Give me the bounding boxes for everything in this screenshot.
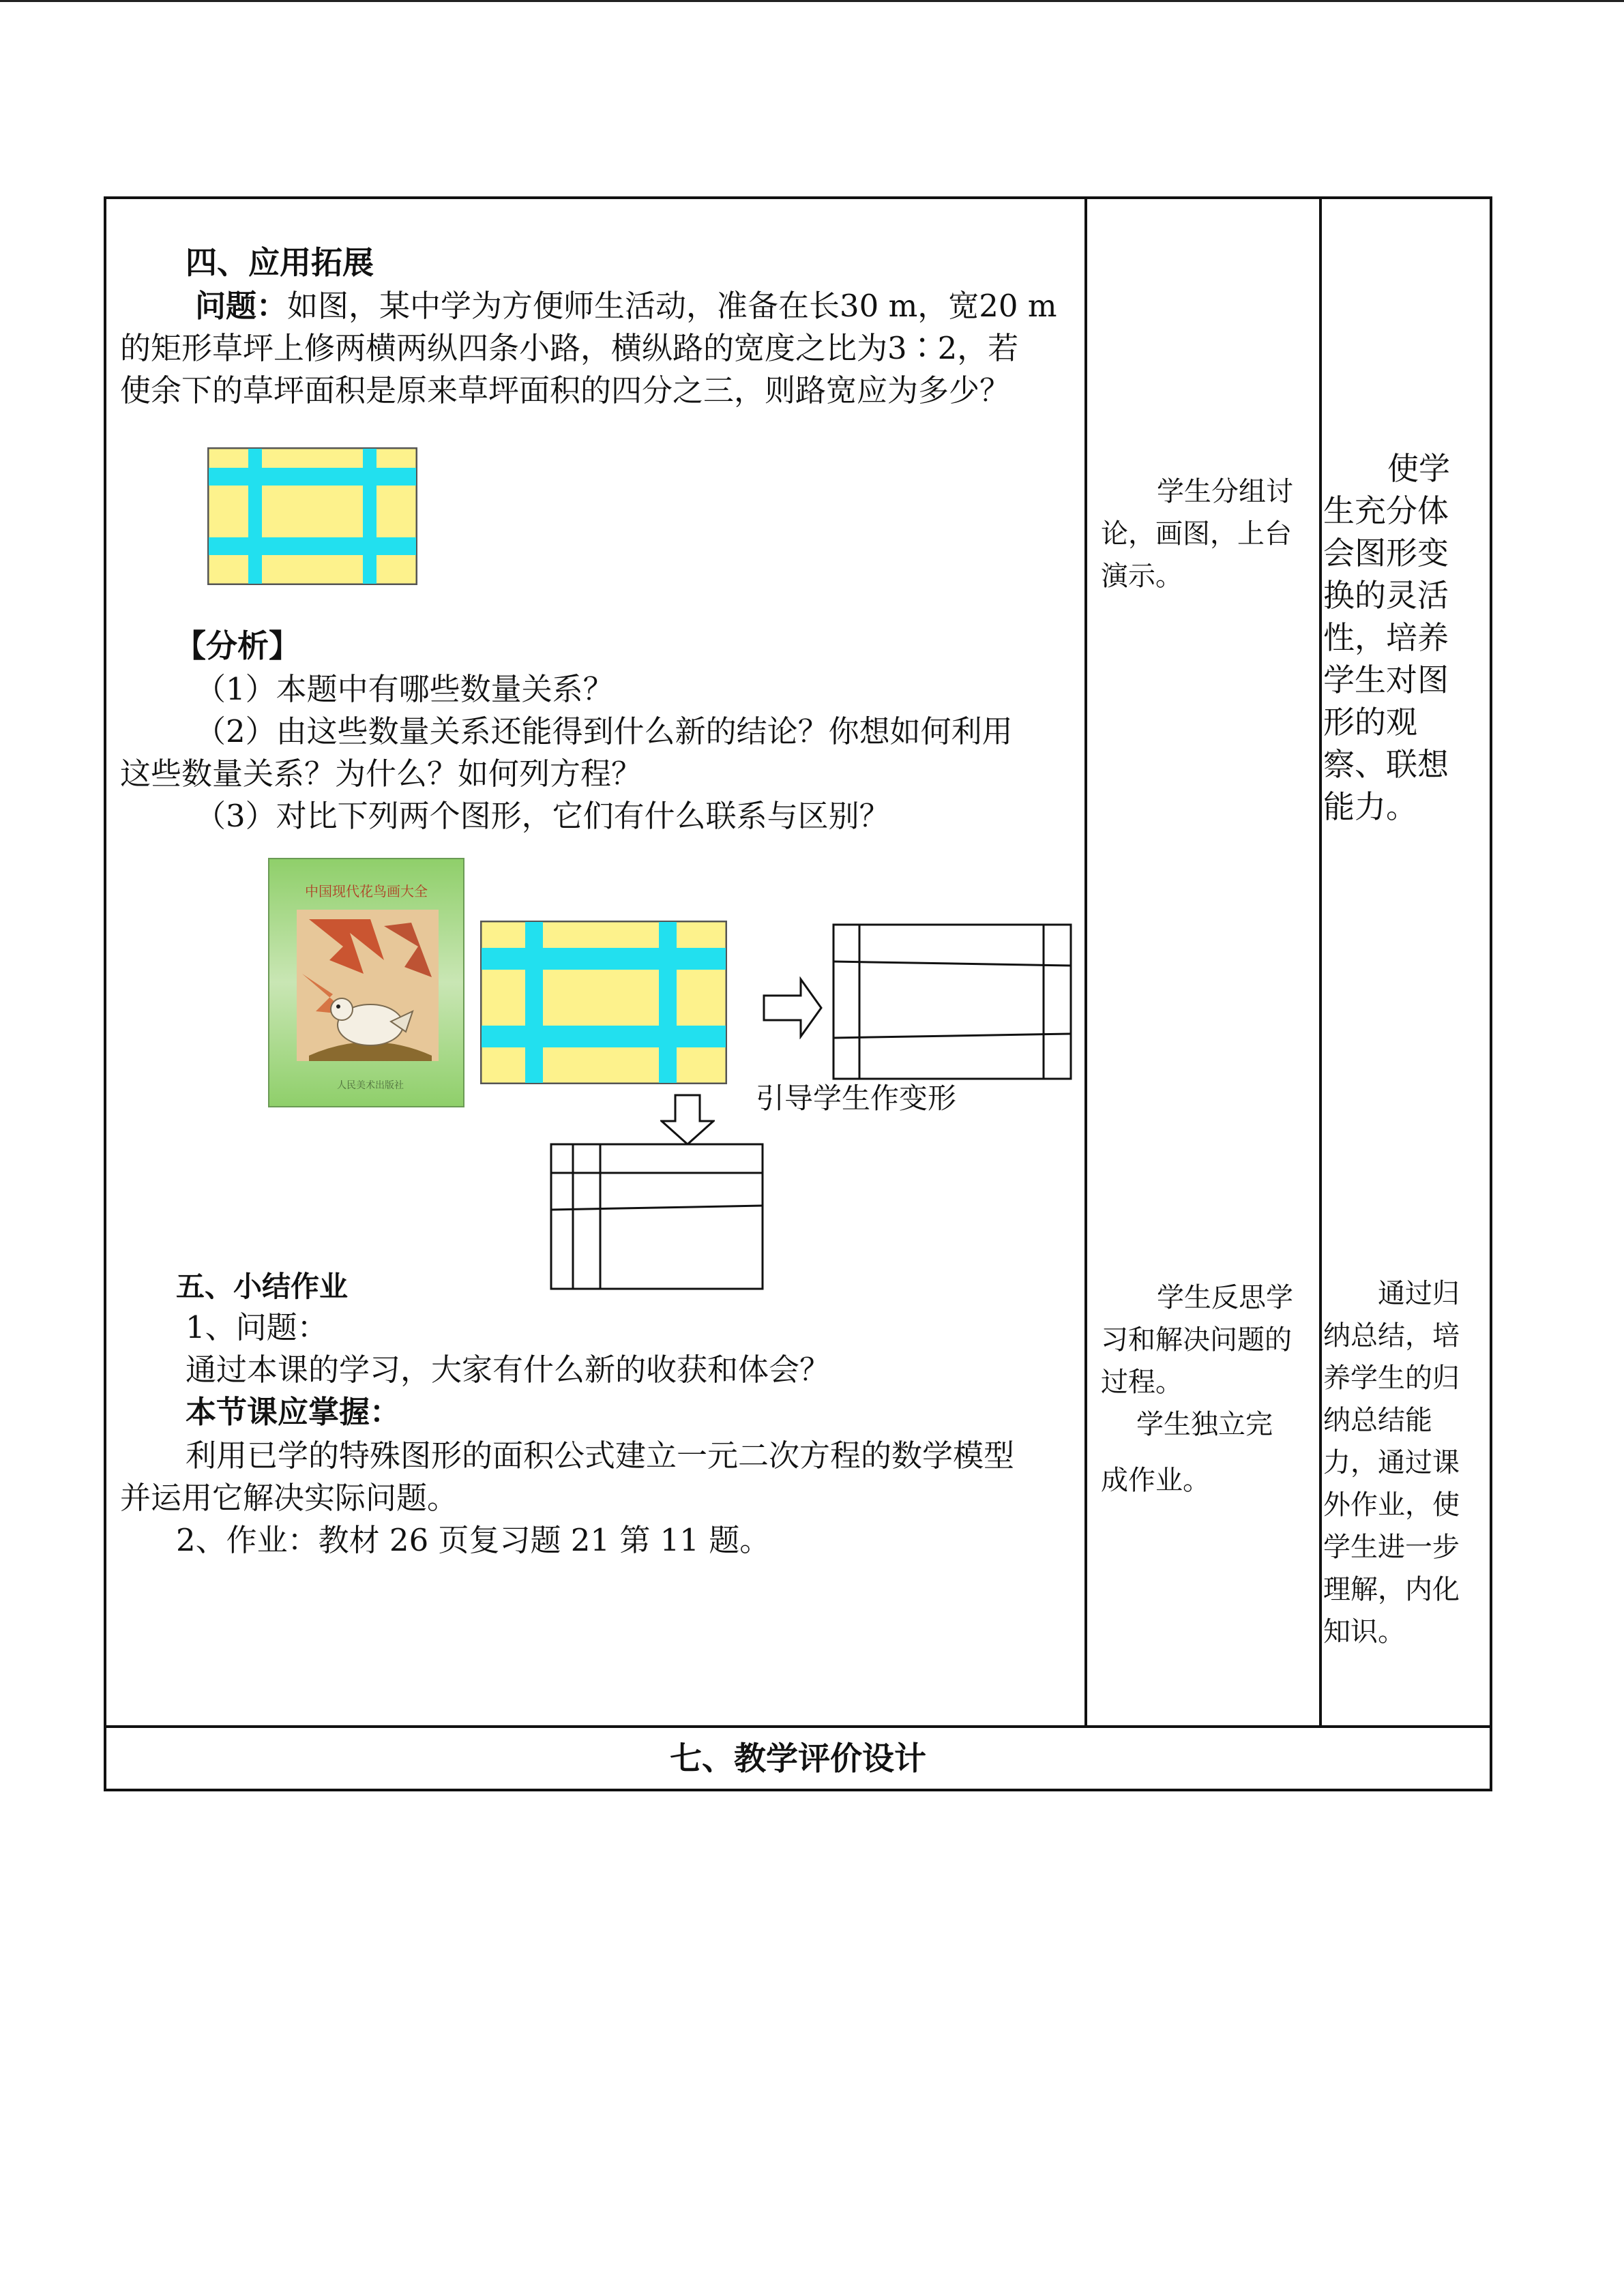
- activity-2-line-2: 习和解决问题的: [1101, 1324, 1292, 1356]
- intent-1-line-5: 性，培养: [1323, 619, 1449, 656]
- transformed-rectangle-right: [832, 923, 1072, 1080]
- vertical-road-1: [248, 449, 262, 584]
- student-activity-block-1: [1101, 471, 1310, 597]
- intent-1-line-1: 使学: [1387, 450, 1450, 487]
- intent-2-line-6: 外作业，使: [1323, 1489, 1460, 1521]
- intent-1-line-6: 学生对图: [1323, 661, 1449, 698]
- activity-2-line-3: 过程。: [1101, 1367, 1183, 1398]
- guide-caption: 引导学生作变形: [756, 1082, 957, 1115]
- book-publisher: 人民美术出版社: [337, 1080, 404, 1091]
- evaluation-design-title: 七、教学评价设计: [670, 1740, 926, 1778]
- section4-heading: 四、应用拓展: [186, 244, 374, 281]
- problem-line-1: [195, 285, 1057, 327]
- vertical-road-2: [363, 449, 377, 584]
- design-intent-block-1: [1323, 447, 1487, 828]
- intent-2-line-2: 纳总结，培: [1323, 1320, 1460, 1352]
- horizontal-road-large-1: [482, 948, 726, 970]
- lawn-figure-large: [480, 921, 727, 1084]
- analysis-q3: （3）对比下列两个图形，它们有什么联系与区别？: [195, 798, 890, 834]
- page-top-rule: [0, 0, 1624, 2]
- activity-2-line-1: 学生反思学: [1157, 1282, 1293, 1313]
- column-divider-1: [1084, 196, 1087, 1727]
- intent-2-line-3: 养学生的归: [1323, 1362, 1460, 1394]
- intent-2-line-5: 力，通过课: [1323, 1447, 1460, 1478]
- master-label: 本节课应掌握：: [186, 1394, 401, 1430]
- horizontal-road-1: [209, 468, 416, 486]
- intent-1-line-4: 换的灵活: [1323, 577, 1449, 614]
- analysis-q1: （1）本题中有哪些数量关系？: [195, 671, 614, 707]
- summary-item1-label: 1、问题：: [186, 1309, 328, 1345]
- intent-1-line-2: 生充分体: [1323, 492, 1449, 529]
- analysis-q2-line1: （2）由这些数量关系还能得到什么新的结论？你想如何利用: [195, 713, 1013, 749]
- activity-2-line-4: 学生独立完: [1136, 1409, 1273, 1440]
- problem-text-1: 如图，某中学为方便师生活动，准备在长30 m，宽20 m: [287, 288, 1057, 324]
- activity-2-line-5: 成作业。: [1101, 1465, 1210, 1496]
- analysis-heading: 【分析】: [175, 627, 300, 664]
- section5-heading: 五、小结作业: [176, 1270, 349, 1303]
- activity-1-line-3: 演示。: [1101, 561, 1183, 592]
- vertical-road-large-2: [659, 922, 677, 1083]
- activity-1-line-1: 学生分组讨: [1157, 476, 1293, 507]
- intent-1-line-7: 形的观: [1323, 704, 1417, 741]
- intent-2-line-9: 知识。: [1323, 1616, 1405, 1648]
- intent-2-line-1: 通过归: [1378, 1278, 1460, 1309]
- design-intent-block-2: [1323, 1272, 1487, 1653]
- problem-label: 问题：: [195, 288, 288, 324]
- lawn-figure-small: [207, 447, 417, 585]
- book-cover-image: [268, 858, 464, 1107]
- lawn-area-large: [481, 921, 726, 1084]
- intent-1-line-3: 会图形变: [1323, 535, 1449, 571]
- problem-line-3: 使余下的草坪面积是原来草坪面积的四分之三，则路宽应为多少？: [120, 372, 1011, 408]
- intent-2-line-4: 纳总结能: [1323, 1405, 1432, 1436]
- analysis-q2-line2: 这些数量关系？为什么？如何列方程？: [120, 756, 643, 792]
- master-line-1: 利用已学的特殊图形的面积公式建立一元二次方程的数学模型: [186, 1437, 1015, 1474]
- student-activity-block-2: [1101, 1277, 1310, 1502]
- vertical-road-large-1: [525, 922, 543, 1083]
- transformed-rectangle-bottom: [550, 1143, 764, 1290]
- right-arrow-icon: [763, 976, 824, 1039]
- book-title: 中国现代花鸟画大全: [305, 883, 428, 899]
- master-line-2: 并运用它解决实际问题。: [120, 1480, 458, 1516]
- down-arrow-icon: [660, 1094, 715, 1146]
- horizontal-road-2: [209, 537, 416, 555]
- horizontal-road-large-2: [482, 1026, 726, 1047]
- problem-line-2: 的矩形草坪上修两横两纵四条小路，横纵路的宽度之比为3∶2，若: [120, 330, 1019, 366]
- column-divider-2: [1319, 196, 1322, 1727]
- homework-item: 2、作业：教材 26 页复习题 21 第 11 题。: [176, 1522, 771, 1558]
- intent-2-line-8: 理解，内化: [1323, 1574, 1460, 1605]
- intent-1-line-8: 察、联想: [1323, 746, 1449, 783]
- intent-1-line-9: 能力。: [1323, 788, 1417, 825]
- activity-1-line-2: 论，画图，上台: [1101, 518, 1292, 550]
- summary-item1-text: 通过本课的学习，大家有什么新的收获和体会？: [186, 1352, 831, 1388]
- intent-2-line-7: 学生进一步: [1323, 1532, 1460, 1563]
